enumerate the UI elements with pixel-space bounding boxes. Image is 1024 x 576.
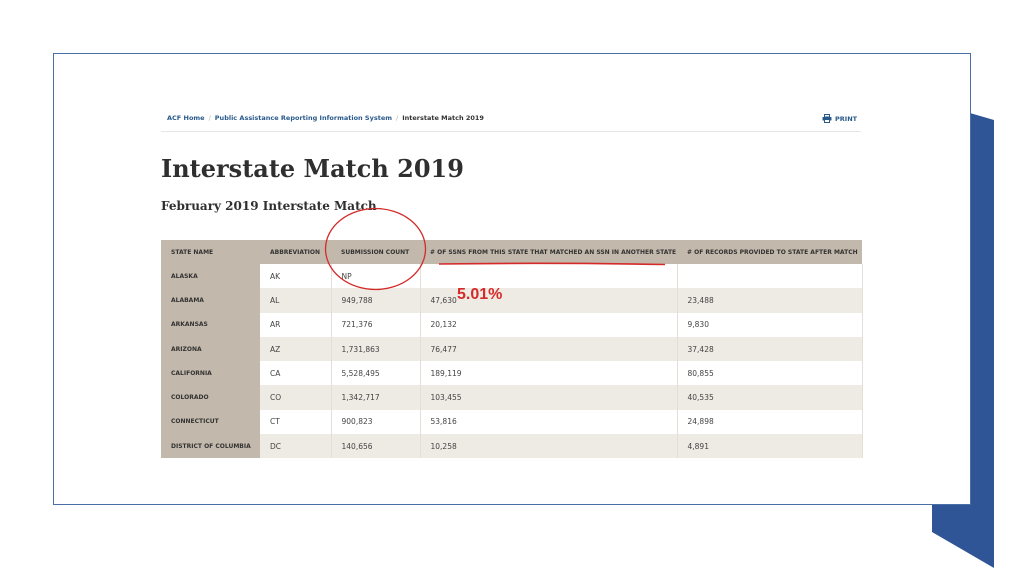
column-header-state-name: STATE NAME — [161, 240, 260, 264]
cell-abbreviation: AL — [260, 288, 331, 312]
breadcrumb-parent-link[interactable]: Public Assistance Reporting Information System — [214, 114, 393, 122]
printer-icon — [822, 114, 832, 123]
cell-abbreviation: DC — [260, 434, 331, 458]
cell-abbreviation: CO — [260, 385, 331, 409]
interstate-match-table — [161, 240, 863, 458]
print-button[interactable] — [822, 114, 857, 123]
cell-records-provided: 37,428 — [677, 337, 862, 361]
cell-state-name: ALABAMA — [161, 288, 260, 312]
table-row — [161, 361, 862, 385]
cell-matched-ssns: 103,455 — [420, 385, 677, 409]
cell-state-name: CALIFORNIA — [161, 361, 260, 385]
print-label: PRINT — [835, 114, 858, 123]
table-row — [161, 434, 862, 458]
table-row — [161, 410, 862, 434]
cell-state-name: COLORADO — [161, 385, 260, 409]
cell-submission-count: 1,342,717 — [331, 385, 420, 409]
column-header-records-provided: # OF RECORDS PROVIDED TO STATE AFTER MATCH — [677, 240, 862, 264]
table-row — [161, 313, 862, 337]
breadcrumb-current: Interstate Match 2019 — [402, 114, 484, 122]
cell-abbreviation: CA — [260, 361, 331, 385]
annotation-circle — [323, 206, 428, 292]
cell-records-provided: 9,830 — [677, 313, 862, 337]
cell-matched-ssns: 189,119 — [420, 361, 677, 385]
breadcrumb-separator: / — [208, 114, 211, 122]
page-title: Interstate Match 2019 — [161, 154, 464, 183]
table-header-row — [161, 240, 862, 264]
cell-records-provided: 24,898 — [677, 410, 862, 434]
cell-submission-count: 140,656 — [331, 434, 420, 458]
cell-abbreviation: AR — [260, 313, 331, 337]
column-header-abbreviation: ABBREVIATION — [260, 240, 331, 264]
cell-submission-count: NP — [331, 264, 420, 288]
annotation-match-percentage: 5.01% — [457, 286, 503, 303]
cell-state-name: ALASKA — [161, 264, 260, 288]
cell-abbreviation: AK — [260, 264, 331, 288]
cell-submission-count: 721,376 — [331, 313, 420, 337]
cell-records-provided: 4,891 — [677, 434, 862, 458]
cell-submission-count: 949,788 — [331, 288, 420, 312]
cell-matched-ssns — [420, 264, 677, 288]
breadcrumb-separator: / — [396, 114, 399, 122]
cell-abbreviation: AZ — [260, 337, 331, 361]
cell-records-provided: 80,855 — [677, 361, 862, 385]
breadcrumb-home-link[interactable]: ACF Home — [167, 114, 205, 122]
cell-state-name: CONNECTICUT — [161, 410, 260, 434]
header-divider — [161, 131, 861, 132]
cell-matched-ssns: 20,132 — [420, 313, 677, 337]
cell-submission-count: 900,823 — [331, 410, 420, 434]
page-subtitle: February 2019 Interstate Match — [161, 199, 377, 213]
breadcrumb — [167, 114, 484, 122]
table-row — [161, 288, 862, 312]
cell-state-name: ARIZONA — [161, 337, 260, 361]
cell-matched-ssns: 10,258 — [420, 434, 677, 458]
cell-records-provided: 23,488 — [677, 288, 862, 312]
cell-abbreviation: CT — [260, 410, 331, 434]
table-row — [161, 385, 862, 409]
cell-records-provided — [677, 264, 862, 288]
column-header-matched-ssns: # OF SSNS FROM THIS STATE THAT MATCHED AN SSN IN ANOTHER STATE — [420, 240, 677, 264]
cell-state-name: ARKANSAS — [161, 313, 260, 337]
cell-state-name: DISTRICT OF COLUMBIA — [161, 434, 260, 458]
cell-submission-count: 5,528,495 — [331, 361, 420, 385]
cell-matched-ssns: 47,630 — [420, 288, 677, 312]
cell-matched-ssns: 76,477 — [420, 337, 677, 361]
cell-submission-count: 1,731,863 — [331, 337, 420, 361]
table-row — [161, 264, 862, 288]
cell-records-provided: 40,535 — [677, 385, 862, 409]
table-row — [161, 337, 862, 361]
annotation-underline — [438, 262, 666, 266]
column-header-submission-count: SUBMISSION COUNT — [331, 240, 420, 264]
cell-matched-ssns: 53,816 — [420, 410, 677, 434]
